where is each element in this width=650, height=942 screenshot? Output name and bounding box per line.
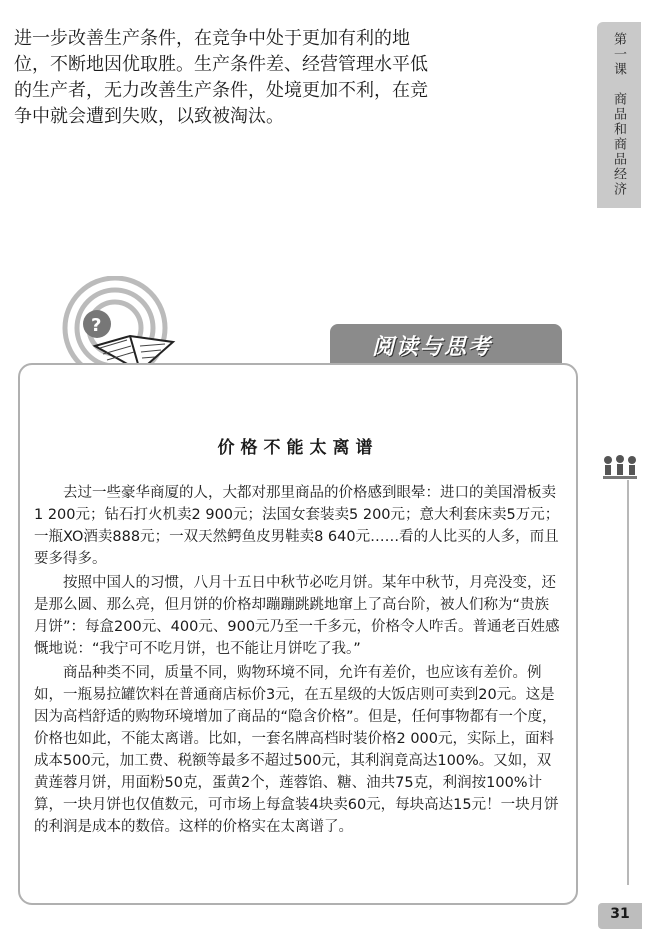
- lesson-label: 第一课 商品和商品经济: [611, 32, 626, 197]
- article-paragraph: 商品种类不同，质量不同，购物环境不同，允许有差价，也应该有差价。例如，一瓶易拉罐饮料在普通商店标价3元，在五星级的大饭店则可卖到20元。这是因为高档舒适的购物环境增加了商品的“隐含价格”。但是，任何事物都有一个度，价格也如此，不能太离谱。比如，一套名牌高档时装价格2 000元，实际上，面料成本500元，加工费、税额等最多不超过500元，其利润竟高达100%。又如，双黄莲蓉月饼，用面粉50克，蛋黄2个，莲蓉馅、糖、油共75克，利润按100%计算，一块月饼也仅值数元，可市场上每盒装4块卖60元，每块高达15元！一块月饼的利润是成本的数倍。这样的价格实在太离谱了。: [34, 665, 559, 835]
- article-paragraph: 去过一些豪华商厦的人，大都对那里商品的价格感到眼晕：进口的美国滑板卖1 200元；钻石打火机卖2 900元；法国女套装卖5 200元；意大利套床卖5万元；一瓶XO酒卖888元；一双天然鳄鱼皮男鞋卖8 640元……看的人比买的人多，而且要多得多。: [34, 485, 560, 567]
- people-icon: [600, 452, 640, 482]
- top-paragraph: [14, 26, 584, 130]
- page-number: 31: [610, 906, 630, 922]
- article-paragraph: 按照中国人的习惯，八月十五日中秋节必吃月饼。某年中秋节，月亮没变，还是那么圆、那么亮，但月饼的价格却蹦蹦跳跳地窜上了高台阶，被人们称为“贵族月饼”：每盒200元、400元、900元乃至一千多元，价格令人咋舌。普通老百姓感慨地说：“我宁可不吃月饼，也不能让月饼吃了我。”: [34, 575, 560, 657]
- svg-text:?: ?: [91, 315, 102, 336]
- article-body: [34, 482, 562, 840]
- section-banner-label: 阅读与思考: [372, 335, 493, 360]
- article-title: 价格不能太离谱: [217, 438, 379, 458]
- text-line: 争中就会遭到失败，以致被淘汰。: [14, 106, 284, 127]
- text-line: 位，不断地因优取胜。生产条件差、经营管理水平低: [14, 54, 428, 75]
- text-line: 进一步改善生产条件，在竞争中处于更加有利的地: [14, 28, 410, 49]
- text-line: 的生产者，无力改善生产条件，处境更加不利，在竞: [14, 80, 428, 101]
- side-rule: [627, 480, 629, 885]
